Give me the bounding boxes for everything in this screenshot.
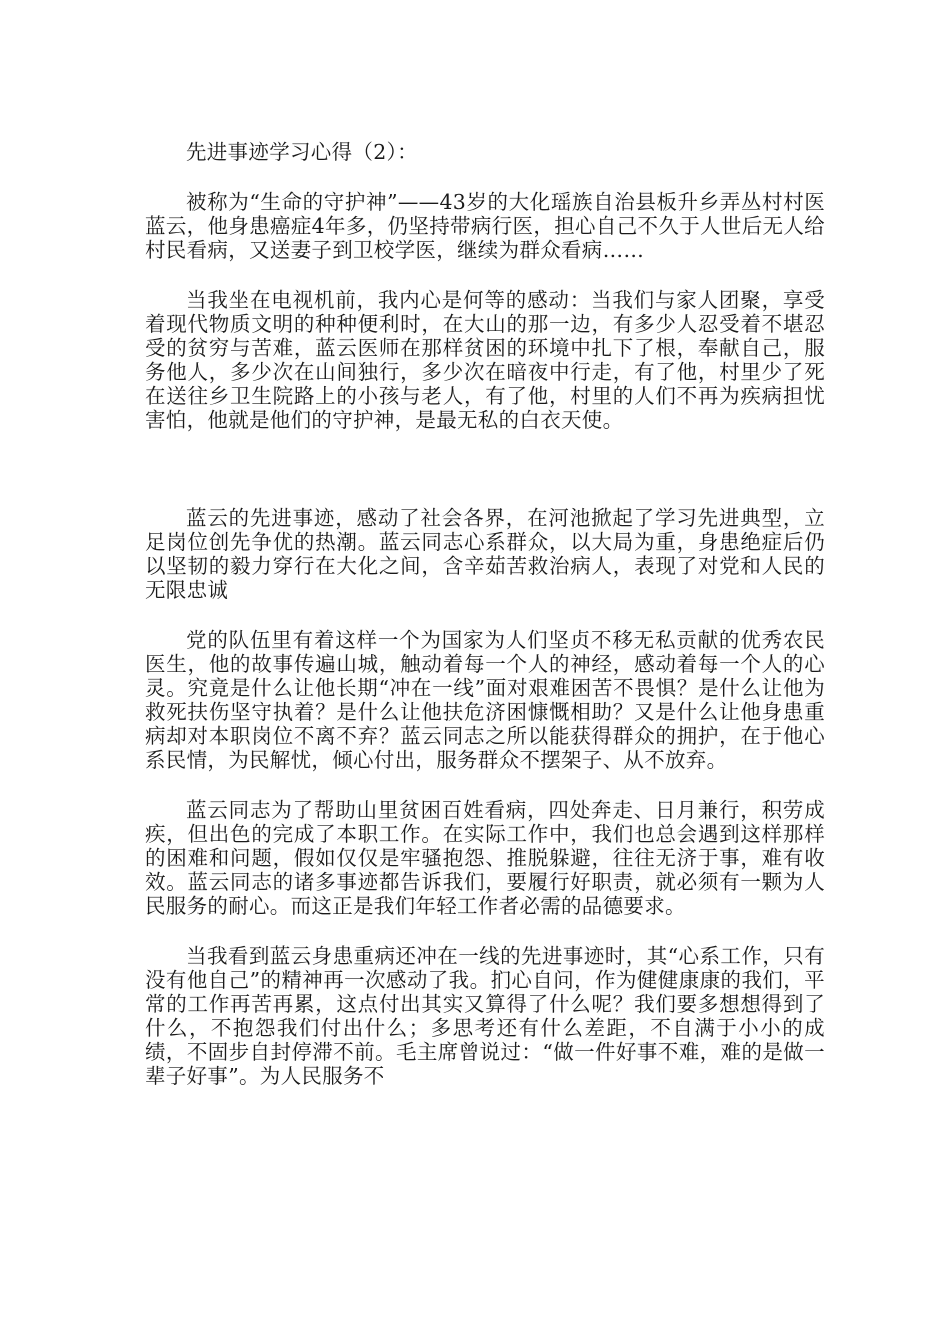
paragraph-1: 被称为“生命的守护神”——43岁的大化瑶族自治县板升乡弄丛村村医蓝云，他身患癌症4年多，仍坚持带病行医，担心自己不久于人世后无人给村民看病，又送妻子到卫校学医，继续为群众看病…… <box>145 190 825 262</box>
paragraph-4: 党的队伍里有着这样一个为国家为人们坚贞不移无私贡献的优秀农民医生，他的故事传遍山城，触动着每一个人的神经，感动着每一个人的心灵。究竟是什么让他长期“冲在一线”面对艰难困苦不畏惧？是什么让他为救死扶伤坚守执着？是什么让他扶危济困慷慨相助？又是什么让他身患重病却对本职岗位不离不弃？蓝云同志之所以能获得群众的拥护，在于他心系民情，为民解忧，倾心付出，服务群众不摆架子、从不放弃。 <box>145 628 825 772</box>
paragraph-5: 蓝云同志为了帮助山里贫困百姓看病，四处奔走、日月兼行，积劳成疾，但出色的完成了本职工作。在实际工作中，我们也总会遇到这样那样的困难和问题，假如仅仅是牢骚抱怨、推脱躲避，往往无济于事，难有收效。蓝云同志的诸多事迹都告诉我们，要履行好职责，就必须有一颗为人民服务的耐心。而这正是我们年轻工作者必需的品德要求。 <box>145 798 825 918</box>
paragraph-6: 当我看到蓝云身患重病还冲在一线的先进事迹时，其“心系工作，只有没有他自己”的精神再一次感动了我。扪心自问，作为健健康康的我们，平常的工作再苦再累，这点付出其实又算得了什么呢？我们要多想想得到了什么，不抱怨我们付出什么；多思考还有什么差距，不自满于小小的成绩，不固步自封停滞不前。毛主席曾说过：“做一件好事不难，难的是做一辈子好事”。为人民服务不 <box>145 944 825 1088</box>
paragraph-2: 当我坐在电视机前，我内心是何等的感动：当我们与家人团聚，享受着现代物质文明的种种便利时，在大山的那一边，有多少人忍受着不堪忍受的贫穷与苦难，蓝云医师在那样贫困的环境中扎下了根，奉献自己，服务他人，多少次在山间独行，多少次在暗夜中行走，有了他，村里少了死在送往乡卫生院路上的小孩与老人，有了他，村里的人们不再为疾病担忧害怕，他就是他们的守护神，是最无私的白衣天使。 <box>145 288 825 432</box>
paragraph-3: 蓝云的先进事迹，感动了社会各界，在河池掀起了学习先进典型，立足岗位创先争优的热潮。蓝云同志心系群众，以大局为重，身患绝症后仍以坚韧的毅力穿行在大化之间，含辛茹苦救治病人，表现了对党和人民的无限忠诚 <box>145 506 825 602</box>
document-page <box>145 140 825 1088</box>
document-title: 先进事迹学习心得（2）： <box>186 140 418 164</box>
